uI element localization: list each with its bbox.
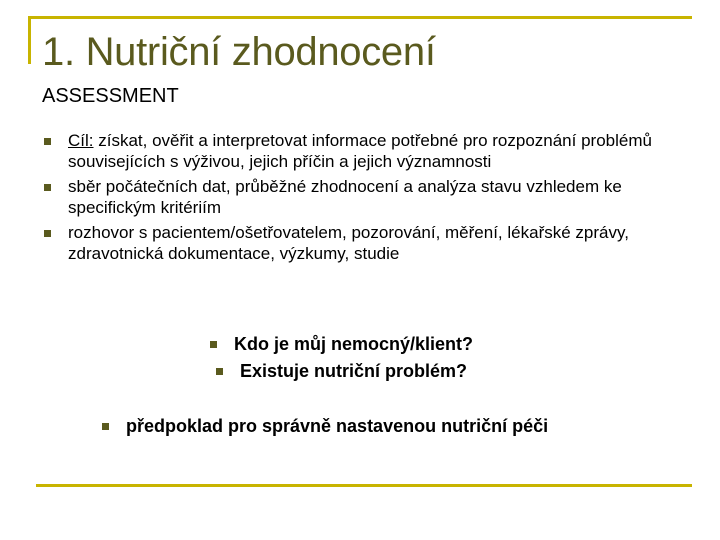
square-bullet-icon bbox=[210, 341, 217, 348]
bullet-text: rozhovor s pacientem/ošetřovatelem, pozorování, měření, lékařské zprávy, zdravotnická dokumentace, výzkumy, studie bbox=[68, 223, 629, 263]
conclusion-text: předpoklad pro správně nastavenou nutriční péči bbox=[126, 416, 549, 436]
question-item bbox=[210, 332, 473, 356]
square-bullet-icon bbox=[44, 184, 51, 191]
square-bullet-icon bbox=[216, 368, 223, 375]
top-rule bbox=[28, 16, 692, 19]
square-bullet-icon bbox=[44, 138, 51, 145]
question-item bbox=[216, 359, 467, 383]
bottom-rule bbox=[36, 484, 692, 487]
conclusion-item bbox=[102, 414, 548, 438]
left-rule bbox=[28, 16, 31, 64]
slide-subtitle: ASSESSMENT bbox=[42, 85, 179, 107]
bullet-item bbox=[42, 222, 692, 264]
question-text: Kdo je můj nemocný/klient? bbox=[234, 334, 474, 354]
bullet-list bbox=[42, 130, 692, 268]
square-bullet-icon bbox=[44, 230, 51, 237]
bullet-item bbox=[42, 176, 692, 218]
bullet-lead: Cíl: bbox=[68, 131, 94, 150]
bullet-item bbox=[42, 130, 692, 172]
bullet-text: získat, ověřit a interpretovat informace potřebné pro rozpoznání problémů souvisejících s výživou, jejich příčin a jejich významnosti bbox=[68, 131, 652, 171]
question-text: Existuje nutriční problém? bbox=[240, 361, 468, 381]
square-bullet-icon bbox=[102, 423, 109, 430]
slide-title: 1. Nutriční zhodnocení bbox=[42, 30, 436, 74]
bullet-text: sběr počátečních dat, průběžné zhodnocení a analýza stavu vzhledem ke specifickým kritériím bbox=[68, 177, 622, 217]
